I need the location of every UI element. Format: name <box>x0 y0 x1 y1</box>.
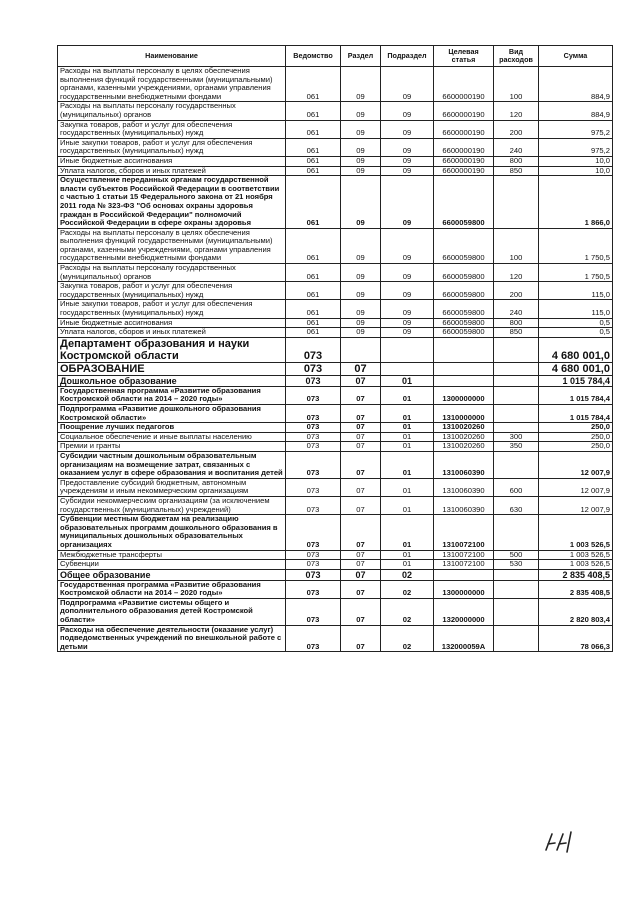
cell-sum: 0,5 <box>539 328 613 338</box>
cell-name: Подпрограмма «Развитие дошкольного образования Костромской области» <box>58 405 286 423</box>
table-row <box>58 176 613 229</box>
cell-name: Подпрограмма «Развитие системы общего и дополнительного образования детей Костромской области» <box>58 598 286 625</box>
cell-target <box>434 337 494 362</box>
cell-target: 1300000000 <box>434 386 494 404</box>
cell-section: 09 <box>341 138 381 156</box>
cell-subsection: 01 <box>381 496 434 514</box>
cell-sum: 12 007,9 <box>539 496 613 514</box>
cell-name: Закупка товаров, работ и услуг для обеспечения государственных (муниципальных) нужд <box>58 120 286 138</box>
cell-target: 6600059800 <box>434 228 494 263</box>
cell-dept: 061 <box>286 120 341 138</box>
cell-dept: 073 <box>286 496 341 514</box>
cell-dept: 061 <box>286 318 341 328</box>
table-row <box>58 569 613 580</box>
cell-name: Субвенции <box>58 560 286 570</box>
cell-exptype <box>494 569 539 580</box>
cell-exptype: 200 <box>494 282 539 300</box>
cell-exptype <box>494 515 539 550</box>
cell-dept: 061 <box>286 228 341 263</box>
cell-dept: 061 <box>286 300 341 318</box>
table-row <box>58 496 613 514</box>
cell-exptype <box>494 451 539 478</box>
cell-target: 1310020260 <box>434 442 494 452</box>
cell-sum: 250,0 <box>539 432 613 442</box>
cell-name: Социальное обеспечение и иные выплаты населению <box>58 432 286 442</box>
table-row <box>58 560 613 570</box>
cell-target: 6600059800 <box>434 300 494 318</box>
cell-name: Дошкольное образование <box>58 375 286 386</box>
cell-subsection: 09 <box>381 166 434 176</box>
cell-dept: 073 <box>286 625 341 652</box>
cell-name: Иные бюджетные ассигнования <box>58 318 286 328</box>
cell-dept: 073 <box>286 337 341 362</box>
cell-section: 09 <box>341 102 381 120</box>
cell-target: 6600000190 <box>434 166 494 176</box>
cell-exptype: 800 <box>494 156 539 166</box>
table-row <box>58 550 613 560</box>
budget-table-sheet <box>57 45 612 652</box>
cell-name: Субвенции местным бюджетам на реализацию образовательных программ дошкольного образования в муниципальных дошкольных образовательных организациях <box>58 515 286 550</box>
cell-subsection <box>381 362 434 375</box>
cell-sum: 10,0 <box>539 166 613 176</box>
cell-dept: 061 <box>286 166 341 176</box>
cell-section: 09 <box>341 228 381 263</box>
cell-name: Государственная программа «Развитие образования Костромской области на 2014 – 2020 годы» <box>58 580 286 598</box>
cell-sum: 12 007,9 <box>539 451 613 478</box>
cell-section: 09 <box>341 120 381 138</box>
cell-target: 6600000190 <box>434 120 494 138</box>
cell-subsection: 01 <box>381 442 434 452</box>
cell-target: 1310020260 <box>434 432 494 442</box>
table-row <box>58 405 613 423</box>
cell-section: 07 <box>341 569 381 580</box>
cell-target: 6600059800 <box>434 328 494 338</box>
cell-name: Премии и гранты <box>58 442 286 452</box>
cell-subsection: 09 <box>381 156 434 166</box>
cell-section: 07 <box>341 625 381 652</box>
table-row <box>58 102 613 120</box>
cell-name: Субсидии частным дошкольным образовательным организациям на возмещение затрат, связанных с оказанием услуг в сфере образования и воспитания детей <box>58 451 286 478</box>
cell-name: Расходы на обеспечение деятельности (оказание услуг) подведомственных учреждений по внешкольной работе с детьми <box>58 625 286 652</box>
cell-section: 07 <box>341 451 381 478</box>
cell-subsection: 02 <box>381 598 434 625</box>
cell-subsection: 09 <box>381 282 434 300</box>
cell-dept: 073 <box>286 423 341 433</box>
cell-sum: 78 066,3 <box>539 625 613 652</box>
cell-name: Департамент образования и науки Костромской области <box>58 337 286 362</box>
table-row <box>58 67 613 102</box>
budget-table <box>57 45 613 652</box>
table-row <box>58 328 613 338</box>
cell-name: Уплата налогов, сборов и иных платежей <box>58 328 286 338</box>
cell-subsection: 09 <box>381 328 434 338</box>
cell-sum: 975,2 <box>539 120 613 138</box>
cell-section: 09 <box>341 264 381 282</box>
cell-subsection <box>381 337 434 362</box>
cell-dept: 073 <box>286 386 341 404</box>
cell-name: Осуществление переданных органам государственной власти субъектов Российской Федерации в соответствии с частью 1 статьи 15 Федерального закона от 21 ноября 2011 года № 323-ФЗ "Об основах охраны здоровья граждан в Российской Федерации" полномочий Российской Федерации в сфере охраны здоровья <box>58 176 286 229</box>
cell-exptype <box>494 580 539 598</box>
cell-sum: 12 007,9 <box>539 478 613 496</box>
cell-target <box>434 362 494 375</box>
cell-sum: 10,0 <box>539 156 613 166</box>
cell-exptype: 200 <box>494 120 539 138</box>
cell-subsection: 01 <box>381 423 434 433</box>
cell-name: Расходы на выплаты персоналу государственных (муниципальных) органов <box>58 264 286 282</box>
cell-sum: 1 015 784,4 <box>539 386 613 404</box>
cell-dept: 061 <box>286 282 341 300</box>
cell-section <box>341 337 381 362</box>
cell-section: 07 <box>341 405 381 423</box>
cell-exptype: 800 <box>494 318 539 328</box>
table-row <box>58 375 613 386</box>
cell-target: 6600000190 <box>434 138 494 156</box>
cell-dept: 061 <box>286 156 341 166</box>
table-row <box>58 228 613 263</box>
cell-exptype: 240 <box>494 138 539 156</box>
cell-sum: 2 835 408,5 <box>539 569 613 580</box>
cell-subsection: 09 <box>381 228 434 263</box>
table-row <box>58 442 613 452</box>
cell-exptype <box>494 405 539 423</box>
cell-subsection: 01 <box>381 386 434 404</box>
cell-target: 1310060390 <box>434 496 494 514</box>
table-row <box>58 515 613 550</box>
cell-dept: 073 <box>286 362 341 375</box>
cell-sum: 1 015 784,4 <box>539 375 613 386</box>
cell-sum: 884,9 <box>539 67 613 102</box>
cell-subsection: 09 <box>381 300 434 318</box>
table-row <box>58 625 613 652</box>
cell-target: 1310020260 <box>434 423 494 433</box>
cell-target: 6600059800 <box>434 176 494 229</box>
cell-exptype: 600 <box>494 478 539 496</box>
cell-dept: 073 <box>286 560 341 570</box>
cell-exptype <box>494 176 539 229</box>
cell-dept: 061 <box>286 102 341 120</box>
cell-exptype: 630 <box>494 496 539 514</box>
cell-sum: 0,5 <box>539 318 613 328</box>
cell-subsection: 09 <box>381 176 434 229</box>
cell-subsection: 09 <box>381 264 434 282</box>
cell-target: 6600000190 <box>434 67 494 102</box>
cell-subsection: 09 <box>381 102 434 120</box>
cell-target: 1310072100 <box>434 560 494 570</box>
header-sum: Сумма <box>539 46 613 67</box>
cell-dept: 061 <box>286 264 341 282</box>
cell-section: 09 <box>341 166 381 176</box>
cell-exptype: 120 <box>494 264 539 282</box>
cell-section: 07 <box>341 386 381 404</box>
cell-exptype: 530 <box>494 560 539 570</box>
header-target: Целевая статья <box>434 46 494 67</box>
table-row <box>58 300 613 318</box>
cell-target: 1310072100 <box>434 515 494 550</box>
cell-subsection: 01 <box>381 550 434 560</box>
cell-name: Иные закупки товаров, работ и услуг для обеспечения государственных (муниципальных) нужд <box>58 138 286 156</box>
cell-exptype: 850 <box>494 328 539 338</box>
cell-subsection: 01 <box>381 515 434 550</box>
cell-dept: 073 <box>286 550 341 560</box>
cell-dept: 061 <box>286 67 341 102</box>
cell-dept: 073 <box>286 478 341 496</box>
cell-dept: 073 <box>286 405 341 423</box>
cell-dept: 073 <box>286 569 341 580</box>
cell-sum: 2 820 803,4 <box>539 598 613 625</box>
cell-name: Расходы на выплаты персоналу в целях обеспечения выполнения функций государственными (муниципальными) органами, казенными учреждениями, органами управления государственными внебюджетными фондами <box>58 67 286 102</box>
cell-exptype <box>494 337 539 362</box>
cell-dept: 073 <box>286 598 341 625</box>
table-row <box>58 423 613 433</box>
cell-sum: 1 750,5 <box>539 264 613 282</box>
cell-sum: 2 835 408,5 <box>539 580 613 598</box>
cell-name: Расходы на выплаты персоналу государственных (муниципальных) органов <box>58 102 286 120</box>
cell-subsection: 02 <box>381 580 434 598</box>
cell-name: ОБРАЗОВАНИЕ <box>58 362 286 375</box>
table-row <box>58 337 613 362</box>
cell-subsection: 01 <box>381 451 434 478</box>
cell-section: 09 <box>341 300 381 318</box>
cell-sum: 1 003 526,5 <box>539 550 613 560</box>
cell-sum: 1 866,0 <box>539 176 613 229</box>
cell-section: 07 <box>341 496 381 514</box>
cell-name: Государственная программа «Развитие образования Костромской области на 2014 – 2020 годы» <box>58 386 286 404</box>
cell-name: Субсидии некоммерческим организациям (за исключением государственных (муниципальных) учреждений) <box>58 496 286 514</box>
cell-sum: 250,0 <box>539 442 613 452</box>
cell-exptype <box>494 375 539 386</box>
cell-exptype: 100 <box>494 67 539 102</box>
cell-sum: 4 680 001,0 <box>539 362 613 375</box>
cell-exptype <box>494 598 539 625</box>
cell-target: 1300000000 <box>434 580 494 598</box>
handwritten-page-number <box>540 826 590 856</box>
cell-section: 07 <box>341 432 381 442</box>
cell-sum: 115,0 <box>539 300 613 318</box>
cell-exptype: 240 <box>494 300 539 318</box>
cell-sum: 975,2 <box>539 138 613 156</box>
cell-exptype <box>494 423 539 433</box>
header-subsection: Подраздел <box>381 46 434 67</box>
cell-target: 6600000190 <box>434 156 494 166</box>
cell-subsection: 09 <box>381 138 434 156</box>
cell-target: 6600059800 <box>434 282 494 300</box>
cell-name: Закупка товаров, работ и услуг для обеспечения государственных (муниципальных) нужд <box>58 282 286 300</box>
cell-dept: 073 <box>286 432 341 442</box>
cell-exptype: 300 <box>494 432 539 442</box>
header-dept: Ведомство <box>286 46 341 67</box>
cell-target: 1310060390 <box>434 451 494 478</box>
cell-dept: 073 <box>286 515 341 550</box>
cell-subsection: 09 <box>381 67 434 102</box>
header-name: Наименование <box>58 46 286 67</box>
cell-name: Межбюджетные трансферты <box>58 550 286 560</box>
cell-section: 07 <box>341 423 381 433</box>
cell-exptype <box>494 362 539 375</box>
cell-name: Расходы на выплаты персоналу в целях обеспечения выполнения функций государственными (муниципальными) органами, казенными учреждениями, органами управления государственными внебюджетными фондами <box>58 228 286 263</box>
cell-exptype: 850 <box>494 166 539 176</box>
cell-section: 07 <box>341 550 381 560</box>
cell-exptype <box>494 625 539 652</box>
cell-section: 07 <box>341 362 381 375</box>
cell-section: 09 <box>341 282 381 300</box>
table-row <box>58 386 613 404</box>
cell-subsection: 01 <box>381 560 434 570</box>
cell-exptype: 120 <box>494 102 539 120</box>
cell-target: 1310060390 <box>434 478 494 496</box>
table-row <box>58 478 613 496</box>
cell-section: 07 <box>341 375 381 386</box>
cell-dept: 073 <box>286 375 341 386</box>
cell-target <box>434 375 494 386</box>
table-row <box>58 362 613 375</box>
cell-subsection: 01 <box>381 375 434 386</box>
header-section: Раздел <box>341 46 381 67</box>
cell-subsection: 02 <box>381 625 434 652</box>
cell-subsection: 02 <box>381 569 434 580</box>
cell-dept: 061 <box>286 176 341 229</box>
cell-dept: 073 <box>286 580 341 598</box>
table-row <box>58 451 613 478</box>
cell-subsection: 01 <box>381 432 434 442</box>
cell-exptype: 100 <box>494 228 539 263</box>
cell-sum: 1 750,5 <box>539 228 613 263</box>
cell-section: 09 <box>341 328 381 338</box>
cell-target: 6600059800 <box>434 318 494 328</box>
table-row <box>58 138 613 156</box>
cell-name: Предоставление субсидий бюджетным, автономным учреждениям и иным некоммерческим организациям <box>58 478 286 496</box>
cell-exptype <box>494 386 539 404</box>
cell-section: 07 <box>341 598 381 625</box>
cell-target: 132000059А <box>434 625 494 652</box>
cell-name: Общее образование <box>58 569 286 580</box>
cell-dept: 061 <box>286 328 341 338</box>
cell-name: Иные закупки товаров, работ и услуг для обеспечения государственных (муниципальных) нужд <box>58 300 286 318</box>
table-row <box>58 264 613 282</box>
cell-sum: 1 003 526,5 <box>539 515 613 550</box>
cell-exptype: 350 <box>494 442 539 452</box>
table-row <box>58 120 613 138</box>
cell-exptype: 500 <box>494 550 539 560</box>
cell-dept: 061 <box>286 138 341 156</box>
cell-sum: 115,0 <box>539 282 613 300</box>
cell-target: 1320000000 <box>434 598 494 625</box>
cell-target: 1310000000 <box>434 405 494 423</box>
cell-sum: 1 003 526,5 <box>539 560 613 570</box>
cell-name: Уплата налогов, сборов и иных платежей <box>58 166 286 176</box>
table-row <box>58 598 613 625</box>
header-row <box>58 46 613 67</box>
cell-sum: 4 680 001,0 <box>539 337 613 362</box>
table-body <box>58 67 613 652</box>
cell-section: 07 <box>341 515 381 550</box>
cell-target: 6600059800 <box>434 264 494 282</box>
cell-section: 07 <box>341 580 381 598</box>
cell-section: 09 <box>341 318 381 328</box>
cell-name: Иные бюджетные ассигнования <box>58 156 286 166</box>
cell-sum: 884,9 <box>539 102 613 120</box>
cell-target: 6600000190 <box>434 102 494 120</box>
cell-sum: 250,0 <box>539 423 613 433</box>
cell-sum: 1 015 784,4 <box>539 405 613 423</box>
table-row <box>58 282 613 300</box>
header-exptype: Вид расходов <box>494 46 539 67</box>
cell-section: 07 <box>341 560 381 570</box>
table-row <box>58 318 613 328</box>
cell-section: 09 <box>341 67 381 102</box>
cell-subsection: 01 <box>381 478 434 496</box>
cell-target <box>434 569 494 580</box>
cell-dept: 073 <box>286 442 341 452</box>
table-row <box>58 580 613 598</box>
table-row <box>58 432 613 442</box>
cell-subsection: 09 <box>381 120 434 138</box>
cell-target: 1310072100 <box>434 550 494 560</box>
cell-section: 07 <box>341 478 381 496</box>
cell-section: 09 <box>341 156 381 166</box>
cell-name: Поощрение лучших педагогов <box>58 423 286 433</box>
table-row <box>58 166 613 176</box>
table-row <box>58 156 613 166</box>
cell-dept: 073 <box>286 451 341 478</box>
cell-subsection: 09 <box>381 318 434 328</box>
cell-section: 07 <box>341 442 381 452</box>
cell-subsection: 01 <box>381 405 434 423</box>
cell-section: 09 <box>341 176 381 229</box>
